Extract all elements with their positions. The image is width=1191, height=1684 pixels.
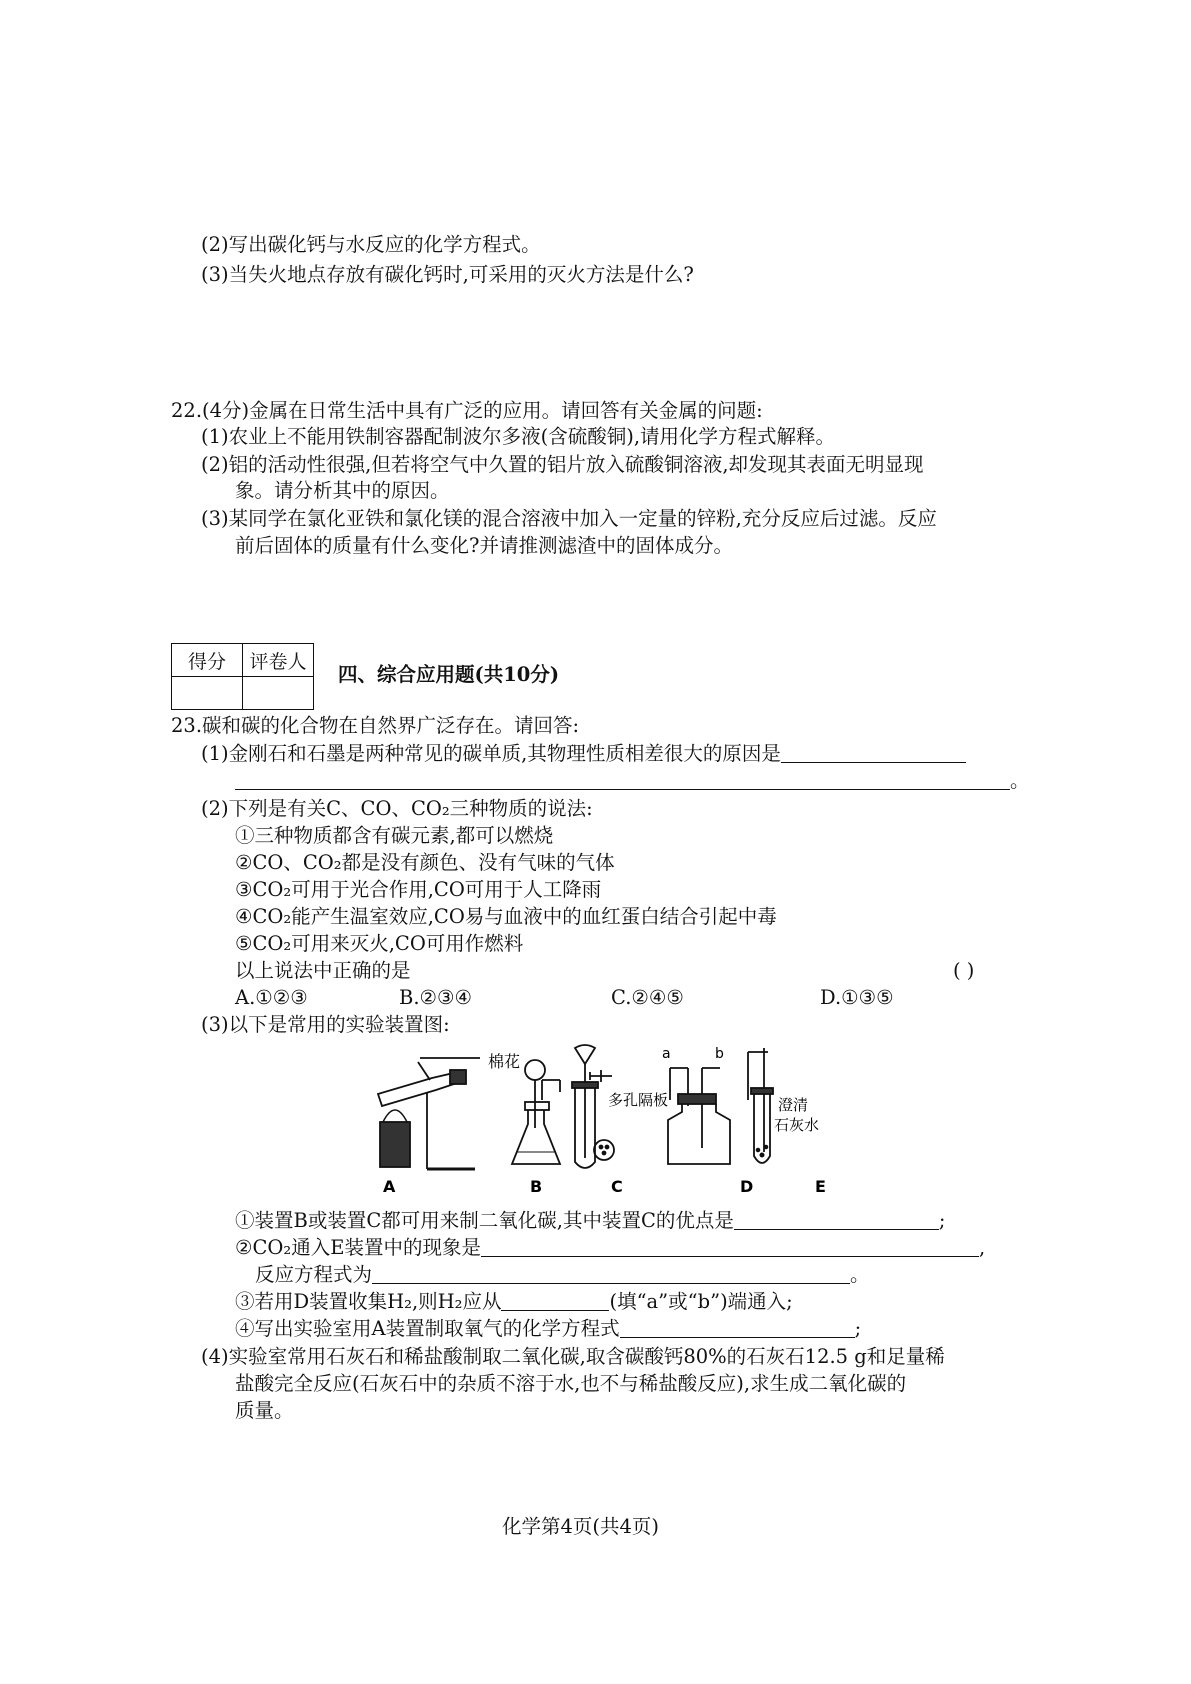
q23-sub1-blank[interactable] bbox=[734, 1209, 939, 1230]
answer-paren[interactable]: ( ) bbox=[953, 959, 975, 982]
q23-sub2-end: , bbox=[978, 1236, 986, 1259]
apparatus-d bbox=[668, 1068, 730, 1164]
q23-statement-3: ③CO₂可用于光合作用,CO可用于人工降雨 bbox=[235, 878, 602, 901]
q23-statement-2: ②CO、CO₂都是没有颜色、没有气味的气体 bbox=[235, 851, 615, 874]
q23-part1-blank[interactable] bbox=[781, 742, 966, 763]
q23-statement-5: ⑤CO₂可用来灭火,CO可用作燃料 bbox=[235, 932, 524, 955]
q23-sub2-equation-text: 反应方程式为 bbox=[255, 1263, 373, 1286]
q23-part1-blank2[interactable] bbox=[235, 769, 1010, 790]
apparatus-label-c: C bbox=[611, 1177, 623, 1196]
q23-part1-text: (1)金刚石和石墨是两种常见的碳单质,其物理性质相差很大的原因是 bbox=[201, 742, 781, 765]
option-b[interactable]: B.②③④ bbox=[399, 986, 472, 1009]
q23-part1 bbox=[201, 741, 966, 767]
option-a[interactable]: A.①②③ bbox=[235, 986, 308, 1009]
option-d[interactable]: D.①③⑤ bbox=[820, 986, 894, 1009]
apparatus-figure bbox=[370, 1040, 870, 1200]
q23-part4-line2: 盐酸完全反应(石灰石中的杂质不溶于水,也不与稀盐酸反应),求生成二氧化碳的 bbox=[235, 1372, 907, 1395]
section-four-title: 四、综合应用题(共10分) bbox=[338, 663, 560, 686]
q23-sub1-text: ①装置B或装置C都可用来制二氧化碳,其中装置C的优点是 bbox=[235, 1209, 734, 1232]
q22-part3-line2: 前后固体的质量有什么变化?并请推测滤渣中的固体成分。 bbox=[235, 534, 733, 557]
q23-stem: 23.碳和碳的化合物在自然界广泛存在。请回答: bbox=[171, 714, 580, 737]
q23-sub3-text2: (填“a”或“b”)端通入; bbox=[609, 1290, 793, 1313]
q23-part3-stem: (3)以下是常用的实验装置图: bbox=[201, 1013, 450, 1036]
q23-sub1 bbox=[235, 1208, 945, 1234]
porous-plate-label: 多孔隔板 bbox=[608, 1091, 669, 1109]
q22-part2-line2: 象。请分析其中的原因。 bbox=[235, 479, 450, 502]
apparatus-label-e: E bbox=[815, 1177, 826, 1196]
q23-sub4-blank[interactable] bbox=[620, 1317, 855, 1338]
page-footer: 化学第4页(共4页) bbox=[502, 1515, 660, 1538]
option-c[interactable]: C.②④⑤ bbox=[611, 986, 684, 1009]
q23-sub4 bbox=[235, 1316, 861, 1342]
limewater-label-1: 澄清 bbox=[778, 1096, 809, 1114]
port-b-label: b bbox=[715, 1046, 724, 1062]
q22-part2-line1: (2)铝的活动性很强,但若将空气中久置的铝片放入硫酸铜溶液,却发现其表面无明显现 bbox=[201, 453, 924, 476]
q23-sub2-text: ②CO₂通入E装置中的现象是 bbox=[235, 1236, 481, 1259]
grader-label: 评卷人 bbox=[243, 644, 314, 677]
q23-part1-end: 。 bbox=[1010, 769, 1030, 792]
q22-part3-line1: (3)某同学在氯化亚铁和氯化镁的混合溶液中加入一定量的锌粉,充分反应后过滤。反应 bbox=[201, 507, 937, 530]
apparatus-e bbox=[748, 1048, 773, 1163]
q23-sub4-end: ; bbox=[854, 1317, 862, 1340]
apparatus-label-b: B bbox=[530, 1177, 543, 1196]
q23-sub2 bbox=[235, 1235, 985, 1261]
port-a-label: a bbox=[662, 1046, 671, 1062]
apparatus-b bbox=[512, 1060, 560, 1164]
score-cell[interactable] bbox=[172, 677, 243, 710]
score-label: 得分 bbox=[172, 644, 243, 677]
q23-part4-line3: 质量。 bbox=[235, 1399, 294, 1422]
q23-part2-question: 以上说法中正确的是 bbox=[235, 959, 411, 982]
apparatus-label-d: D bbox=[740, 1177, 754, 1196]
q21-part3: (3)当失火地点存放有碳化钙时,可采用的灭火方法是什么? bbox=[201, 263, 694, 286]
q22-part1: (1)农业上不能用铁制容器配制波尔多液(含硫酸铜),请用化学方程式解释。 bbox=[201, 425, 836, 448]
q23-sub2-equation-end: 。 bbox=[850, 1263, 870, 1286]
q23-sub4-text: ④写出实验室用A装置制取氧气的化学方程式 bbox=[235, 1317, 620, 1340]
q23-sub2-equation-blank[interactable] bbox=[372, 1263, 850, 1284]
q21-part2: (2)写出碳化钙与水反应的化学方程式。 bbox=[201, 233, 541, 256]
apparatus-label-a: A bbox=[383, 1177, 396, 1196]
score-box bbox=[171, 643, 314, 710]
q23-sub3 bbox=[235, 1289, 793, 1315]
q23-statement-1: ①三种物质都含有碳元素,都可以燃烧 bbox=[235, 824, 554, 847]
q23-part2-stem: (2)下列是有关C、CO、CO₂三种物质的说法: bbox=[201, 797, 593, 820]
apparatus-a bbox=[378, 1058, 480, 1169]
q23-part1-line2 bbox=[235, 768, 1030, 794]
q23-part4-line1: (4)实验室常用石灰石和稀盐酸制取二氧化碳,取含碳酸钙80%的石灰石12.5 g和足量稀 bbox=[201, 1345, 945, 1368]
q23-sub3-text: ③若用D装置收集H₂,则H₂应从 bbox=[235, 1290, 502, 1313]
q23-sub2-blank[interactable] bbox=[481, 1236, 979, 1257]
q23-sub2-equation bbox=[255, 1262, 870, 1288]
q23-statement-4: ④CO₂能产生温室效应,CO易与血液中的血红蛋白结合引起中毒 bbox=[235, 905, 777, 928]
grader-cell[interactable] bbox=[243, 677, 314, 710]
cotton-label: 棉花 bbox=[488, 1052, 521, 1071]
q23-sub1-end: ; bbox=[938, 1209, 946, 1232]
limewater-label-2: 石灰水 bbox=[774, 1116, 820, 1134]
q22-stem: 22.(4分)金属在日常生活中具有广泛的应用。请回答有关金属的问题: bbox=[171, 399, 763, 422]
q23-sub3-blank[interactable] bbox=[501, 1290, 609, 1311]
